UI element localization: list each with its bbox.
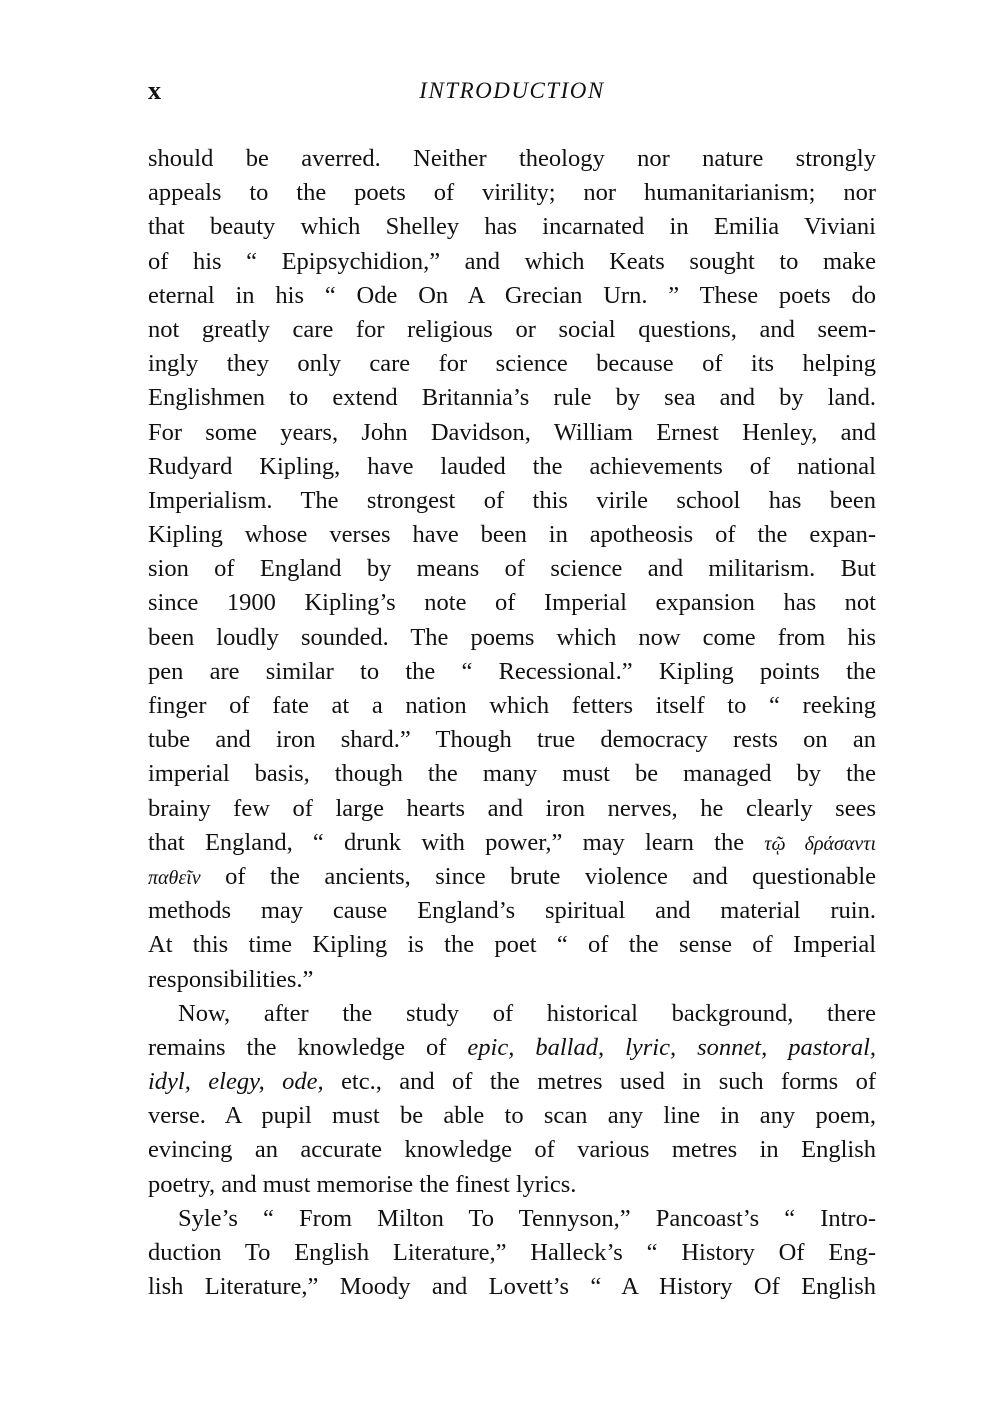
text-line: methods may cause England’s spiritual and material ruin. — [148, 897, 876, 925]
text-line: responsibilities.” — [148, 965, 314, 993]
text-line: tube and iron shard.” Though true democracy rests on an — [148, 726, 876, 754]
text-segment: of the ancients, since brute violence and questionable — [225, 862, 876, 890]
text-line: eternal in his “ Ode On A Grecian Urn. ” These poets do — [148, 281, 876, 309]
text-segment: remains the knowledge of — [148, 1033, 447, 1061]
page-number: x — [148, 76, 162, 105]
text-line: Imperialism. The strongest of this virile school has been — [148, 486, 876, 514]
page-header — [148, 76, 876, 116]
text-line: imperial basis, though the many must be managed by the — [148, 760, 876, 788]
text-line — [148, 860, 876, 894]
text-line — [148, 826, 876, 860]
paragraph-3 — [148, 1202, 876, 1305]
text-line: appeals to the poets of virility; nor humanitarianism; nor — [148, 179, 876, 207]
text-line: been loudly sounded. The poems which now come from his — [148, 623, 876, 651]
text-line: that beauty which Shelley has incarnated in Emilia Viviani — [148, 213, 876, 241]
text-line: pen are similar to the “ Recessional.” Kipling points the — [148, 657, 876, 685]
running-head: INTRODUCTION — [419, 78, 605, 103]
text-line: brainy few of large hearts and iron nerves, he clearly sees — [148, 794, 876, 822]
text-line: Rudyard Kipling, have lauded the achievements of national — [148, 452, 876, 480]
text-line: ingly they only care for science because of its helping — [148, 350, 876, 378]
text-line: Englishmen to extend Britannia’s rule by sea and by land. — [148, 384, 876, 412]
text-segment: etc., and of the metres used in such forms of — [341, 1068, 876, 1096]
paragraph-1 — [148, 142, 876, 997]
greek-phrase: παθεῖν — [148, 866, 201, 889]
text-line: Kipling whose verses have been in apotheosis of the expan- — [148, 521, 876, 549]
italic-terms: idyl, elegy, ode, — [148, 1068, 324, 1096]
text-line: evincing an accurate knowledge of various metres in English — [148, 1136, 876, 1164]
text-line: should be averred. Neither theology nor nature strongly — [148, 145, 876, 172]
text-line: duction To English Literature,” Halleck’s “ History Of Eng- — [148, 1239, 876, 1266]
text-line: of his “ Epipsychidion,” and which Keats sought to make — [148, 247, 876, 275]
text-line: finger of fate at a nation which fetters itself to “ reeking — [148, 692, 876, 719]
page-body — [148, 142, 876, 1304]
text-line: For some years, John Davidson, William Ernest Henley, and — [148, 418, 876, 446]
text-line: At this time Kipling is the poet “ of the sense of Imperial — [148, 931, 876, 959]
text-line: since 1900 Kipling’s note of Imperial expansion has not — [148, 589, 876, 617]
text-line: sion of England by means of science and militarism. But — [148, 555, 876, 583]
italic-terms: epic, ballad, lyric, sonnet, pastoral, — [467, 1033, 876, 1061]
greek-phrase: τῷ δράσαντι — [764, 832, 876, 855]
text-line — [148, 1065, 876, 1099]
text-segment: that England, “ drunk with power,” may learn the — [148, 828, 745, 856]
paragraph-2 — [148, 997, 876, 1202]
text-line: Now, after the study of historical background, there — [178, 999, 876, 1027]
text-line — [148, 1031, 876, 1065]
text-line: verse. A pupil must be able to scan any line in any poem, — [148, 1102, 876, 1130]
text-line: lish Literature,” Moody and Lovett’s “ A History Of English — [148, 1273, 876, 1301]
text-line: poetry, and must memorise the finest lyrics. — [148, 1170, 577, 1198]
text-line: Syle’s “ From Milton To Tennyson,” Pancoast’s “ Intro- — [178, 1204, 876, 1232]
text-line: not greatly care for religious or social questions, and seem- — [148, 315, 876, 343]
